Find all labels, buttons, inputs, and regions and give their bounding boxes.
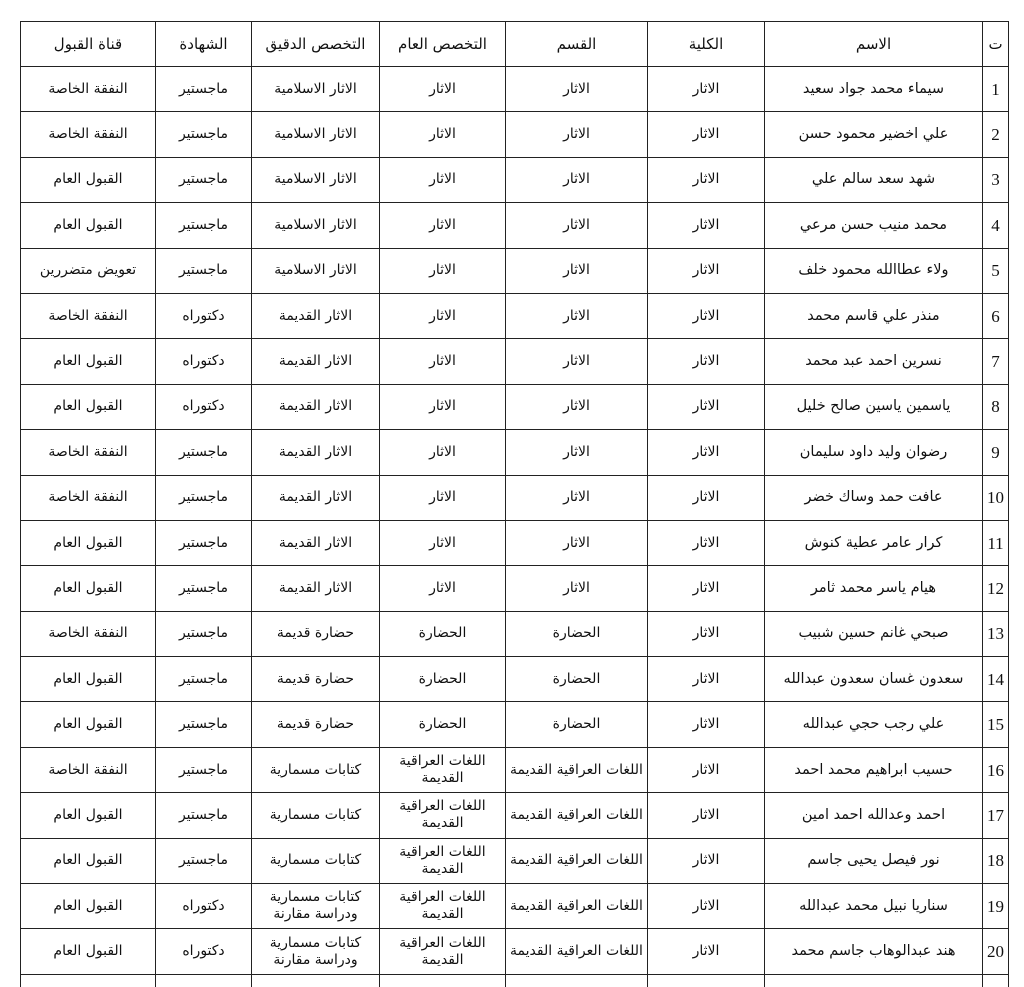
- cell-general: الحضارة: [380, 611, 506, 656]
- cell-general: اللغات العراقية القديمة: [380, 793, 506, 838]
- cell-channel: النفقة الخاصة: [21, 293, 156, 338]
- cell-specialty: حضارة قديمة: [252, 657, 380, 702]
- cell-empty: [252, 974, 380, 987]
- cell-degree: دكتوراه: [156, 384, 252, 429]
- cell-num: 20: [983, 929, 1009, 974]
- cell-college: الاثار: [648, 747, 765, 792]
- cell-college: الاثار: [648, 520, 765, 565]
- cell-general: اللغات العراقية القديمة: [380, 747, 506, 792]
- cell-name: هيام ياسر محمد ثامر: [765, 566, 983, 611]
- cell-name: كرار عامر عطية كنوش: [765, 520, 983, 565]
- cell-name: علي رجب حجي عبدالله: [765, 702, 983, 747]
- cell-college: الاثار: [648, 203, 765, 248]
- cell-num: 13: [983, 611, 1009, 656]
- cell-general: الاثار: [380, 520, 506, 565]
- cell-specialty: الاثار الاسلامية: [252, 112, 380, 157]
- table-row: [21, 747, 1009, 792]
- cell-specialty: الاثار الاسلامية: [252, 157, 380, 202]
- cell-degree: دكتوراه: [156, 339, 252, 384]
- cell-specialty: كتابات مسمارية: [252, 838, 380, 883]
- cell-degree: ماجستير: [156, 248, 252, 293]
- cell-degree: دكتوراه: [156, 293, 252, 338]
- header-degree: الشهادة: [156, 22, 252, 67]
- table-row: [21, 112, 1009, 157]
- cell-empty: [156, 974, 252, 987]
- table-row: [21, 793, 1009, 838]
- table-row: [21, 430, 1009, 475]
- cell-name: نور فيصل يحيى جاسم: [765, 838, 983, 883]
- cell-degree: ماجستير: [156, 430, 252, 475]
- cell-num: 12: [983, 566, 1009, 611]
- cell-channel: القبول العام: [21, 520, 156, 565]
- table-row: [21, 566, 1009, 611]
- cell-college: الاثار: [648, 793, 765, 838]
- cell-degree: ماجستير: [156, 475, 252, 520]
- cell-dept: اللغات العراقية القديمة: [506, 838, 648, 883]
- cell-specialty: الاثار القديمة: [252, 339, 380, 384]
- cell-channel: النفقة الخاصة: [21, 112, 156, 157]
- cell-specialty: الاثار القديمة: [252, 384, 380, 429]
- cell-degree: ماجستير: [156, 657, 252, 702]
- table-row: [21, 475, 1009, 520]
- cell-general: اللغات العراقية القديمة: [380, 838, 506, 883]
- table-row: [21, 611, 1009, 656]
- cell-dept: الاثار: [506, 203, 648, 248]
- cell-specialty: الاثار القديمة: [252, 293, 380, 338]
- cell-empty: [380, 974, 506, 987]
- cell-channel: القبول العام: [21, 657, 156, 702]
- cell-dept: اللغات العراقية القديمة: [506, 929, 648, 974]
- cell-empty: [983, 974, 1009, 987]
- table-row: [21, 293, 1009, 338]
- cell-specialty: الاثار الاسلامية: [252, 248, 380, 293]
- cell-degree: ماجستير: [156, 838, 252, 883]
- cell-num: 3: [983, 157, 1009, 202]
- table-row: [21, 339, 1009, 384]
- header-row: [21, 22, 1009, 67]
- table-row: [21, 248, 1009, 293]
- cell-dept: الاثار: [506, 248, 648, 293]
- table-row: [21, 838, 1009, 883]
- table-row: [21, 884, 1009, 929]
- cell-name: عافت حمد وساك خضر: [765, 475, 983, 520]
- cell-channel: القبول العام: [21, 384, 156, 429]
- table-row: [21, 657, 1009, 702]
- cell-channel: القبول العام: [21, 339, 156, 384]
- cell-college: الاثار: [648, 702, 765, 747]
- cell-num: 10: [983, 475, 1009, 520]
- cell-channel: القبول العام: [21, 838, 156, 883]
- cell-name: هند عبدالوهاب جاسم محمد: [765, 929, 983, 974]
- cell-specialty: الاثار القديمة: [252, 566, 380, 611]
- cell-college: الاثار: [648, 838, 765, 883]
- cell-specialty: حضارة قديمة: [252, 702, 380, 747]
- table-row-cutoff: [21, 974, 1009, 987]
- cell-college: الاثار: [648, 67, 765, 112]
- cell-channel: القبول العام: [21, 203, 156, 248]
- cell-empty: [506, 974, 648, 987]
- cell-degree: دكتوراه: [156, 884, 252, 929]
- cell-dept: الاثار: [506, 520, 648, 565]
- cell-dept: الاثار: [506, 67, 648, 112]
- table-row: [21, 67, 1009, 112]
- cell-specialty: كتابات مسمارية ودراسة مقارنة: [252, 929, 380, 974]
- cell-specialty: حضارة قديمة: [252, 611, 380, 656]
- header-name: الاسم: [765, 22, 983, 67]
- cell-name: سناريا نبيل محمد عبدالله: [765, 884, 983, 929]
- cell-college: الاثار: [648, 430, 765, 475]
- cell-college: الاثار: [648, 611, 765, 656]
- header-college: الكلية: [648, 22, 765, 67]
- cell-college: الاثار: [648, 475, 765, 520]
- cell-degree: دكتوراه: [156, 929, 252, 974]
- cell-general: الاثار: [380, 67, 506, 112]
- cell-channel: النفقة الخاصة: [21, 475, 156, 520]
- cell-channel: النفقة الخاصة: [21, 430, 156, 475]
- cell-channel: القبول العام: [21, 793, 156, 838]
- cell-degree: ماجستير: [156, 702, 252, 747]
- cell-college: الاثار: [648, 384, 765, 429]
- cell-num: 4: [983, 203, 1009, 248]
- cell-degree: ماجستير: [156, 157, 252, 202]
- cell-general: اللغات العراقية القديمة: [380, 929, 506, 974]
- cell-channel: النفقة الخاصة: [21, 611, 156, 656]
- cell-general: الاثار: [380, 566, 506, 611]
- cell-general: الاثار: [380, 293, 506, 338]
- cell-empty: [765, 974, 983, 987]
- cell-channel: النفقة الخاصة: [21, 747, 156, 792]
- cell-degree: ماجستير: [156, 520, 252, 565]
- cell-channel: القبول العام: [21, 884, 156, 929]
- cell-name: سعدون غسان سعدون عبدالله: [765, 657, 983, 702]
- cell-channel: النفقة الخاصة: [21, 67, 156, 112]
- cell-degree: ماجستير: [156, 611, 252, 656]
- cell-dept: الاثار: [506, 339, 648, 384]
- cell-dept: الاثار: [506, 157, 648, 202]
- cell-num: 16: [983, 747, 1009, 792]
- header-num: ت: [983, 22, 1009, 67]
- cell-college: الاثار: [648, 248, 765, 293]
- cell-num: 9: [983, 430, 1009, 475]
- cell-specialty: كتابات مسمارية: [252, 793, 380, 838]
- cell-degree: ماجستير: [156, 793, 252, 838]
- cell-general: الحضارة: [380, 657, 506, 702]
- cell-channel: القبول العام: [21, 929, 156, 974]
- header-specialty: التخصص الدقيق: [252, 22, 380, 67]
- cell-general: الاثار: [380, 157, 506, 202]
- cell-name: سيماء محمد جواد سعيد: [765, 67, 983, 112]
- cell-dept: الحضارة: [506, 657, 648, 702]
- cell-num: 8: [983, 384, 1009, 429]
- cell-college: الاثار: [648, 566, 765, 611]
- cell-degree: ماجستير: [156, 566, 252, 611]
- cell-dept: الاثار: [506, 293, 648, 338]
- cell-specialty: كتابات مسمارية ودراسة مقارنة: [252, 884, 380, 929]
- cell-num: 1: [983, 67, 1009, 112]
- cell-name: ياسمين ياسين صالح خليل: [765, 384, 983, 429]
- cell-name: نسرين احمد عبد محمد: [765, 339, 983, 384]
- table-row: [21, 929, 1009, 974]
- cell-channel: القبول العام: [21, 566, 156, 611]
- table-row: [21, 203, 1009, 248]
- cell-degree: ماجستير: [156, 112, 252, 157]
- cell-general: الاثار: [380, 430, 506, 475]
- cell-specialty: الاثار الاسلامية: [252, 67, 380, 112]
- cell-general: الاثار: [380, 112, 506, 157]
- cell-empty: [648, 974, 765, 987]
- cell-num: 15: [983, 702, 1009, 747]
- cell-general: الاثار: [380, 339, 506, 384]
- cell-name: شهد سعد سالم علي: [765, 157, 983, 202]
- cell-degree: ماجستير: [156, 67, 252, 112]
- cell-college: الاثار: [648, 657, 765, 702]
- header-general: التخصص العام: [380, 22, 506, 67]
- cell-specialty: كتابات مسمارية: [252, 747, 380, 792]
- cell-num: 19: [983, 884, 1009, 929]
- cell-dept: الاثار: [506, 430, 648, 475]
- cell-specialty: الاثار القديمة: [252, 430, 380, 475]
- cell-name: منذر علي قاسم محمد: [765, 293, 983, 338]
- cell-name: احمد وعدالله احمد امين: [765, 793, 983, 838]
- cell-specialty: الاثار الاسلامية: [252, 203, 380, 248]
- cell-college: الاثار: [648, 112, 765, 157]
- admissions-table: [20, 21, 1009, 987]
- cell-dept: الاثار: [506, 384, 648, 429]
- cell-college: الاثار: [648, 157, 765, 202]
- header-dept: القسم: [506, 22, 648, 67]
- cell-general: الاثار: [380, 203, 506, 248]
- cell-num: 7: [983, 339, 1009, 384]
- cell-degree: ماجستير: [156, 203, 252, 248]
- cell-dept: الحضارة: [506, 611, 648, 656]
- cell-general: الاثار: [380, 248, 506, 293]
- cell-num: 6: [983, 293, 1009, 338]
- cell-name: رضوان وليد داود سليمان: [765, 430, 983, 475]
- header-channel: قناة القبول: [21, 22, 156, 67]
- cell-general: الحضارة: [380, 702, 506, 747]
- cell-dept: اللغات العراقية القديمة: [506, 884, 648, 929]
- table-row: [21, 384, 1009, 429]
- table-row: [21, 157, 1009, 202]
- cell-college: الاثار: [648, 293, 765, 338]
- cell-dept: اللغات العراقية القديمة: [506, 747, 648, 792]
- cell-specialty: الاثار القديمة: [252, 520, 380, 565]
- cell-channel: القبول العام: [21, 157, 156, 202]
- cell-general: الاثار: [380, 384, 506, 429]
- cell-num: 11: [983, 520, 1009, 565]
- cell-name: صبحي غانم حسين شبيب: [765, 611, 983, 656]
- cell-dept: الاثار: [506, 566, 648, 611]
- table-row: [21, 520, 1009, 565]
- cell-num: 18: [983, 838, 1009, 883]
- table-row: [21, 702, 1009, 747]
- cell-name: محمد منيب حسن مرعي: [765, 203, 983, 248]
- cell-general: اللغات العراقية القديمة: [380, 884, 506, 929]
- cell-dept: الاثار: [506, 112, 648, 157]
- cell-name: حسيب ابراهيم محمد احمد: [765, 747, 983, 792]
- cell-name: علي اخضير محمود حسن: [765, 112, 983, 157]
- cell-general: الاثار: [380, 475, 506, 520]
- cell-name: ولاء عطاالله محمود خلف: [765, 248, 983, 293]
- cell-num: 17: [983, 793, 1009, 838]
- cell-specialty: الاثار القديمة: [252, 475, 380, 520]
- cell-college: الاثار: [648, 929, 765, 974]
- cell-channel: القبول العام: [21, 702, 156, 747]
- cell-num: 2: [983, 112, 1009, 157]
- cell-dept: الاثار: [506, 475, 648, 520]
- cell-num: 14: [983, 657, 1009, 702]
- cell-degree: ماجستير: [156, 747, 252, 792]
- cell-college: الاثار: [648, 884, 765, 929]
- cell-channel: تعويض متضررين: [21, 248, 156, 293]
- cell-college: الاثار: [648, 339, 765, 384]
- cell-empty: [21, 974, 156, 987]
- cell-num: 5: [983, 248, 1009, 293]
- cell-dept: الحضارة: [506, 702, 648, 747]
- cell-dept: اللغات العراقية القديمة: [506, 793, 648, 838]
